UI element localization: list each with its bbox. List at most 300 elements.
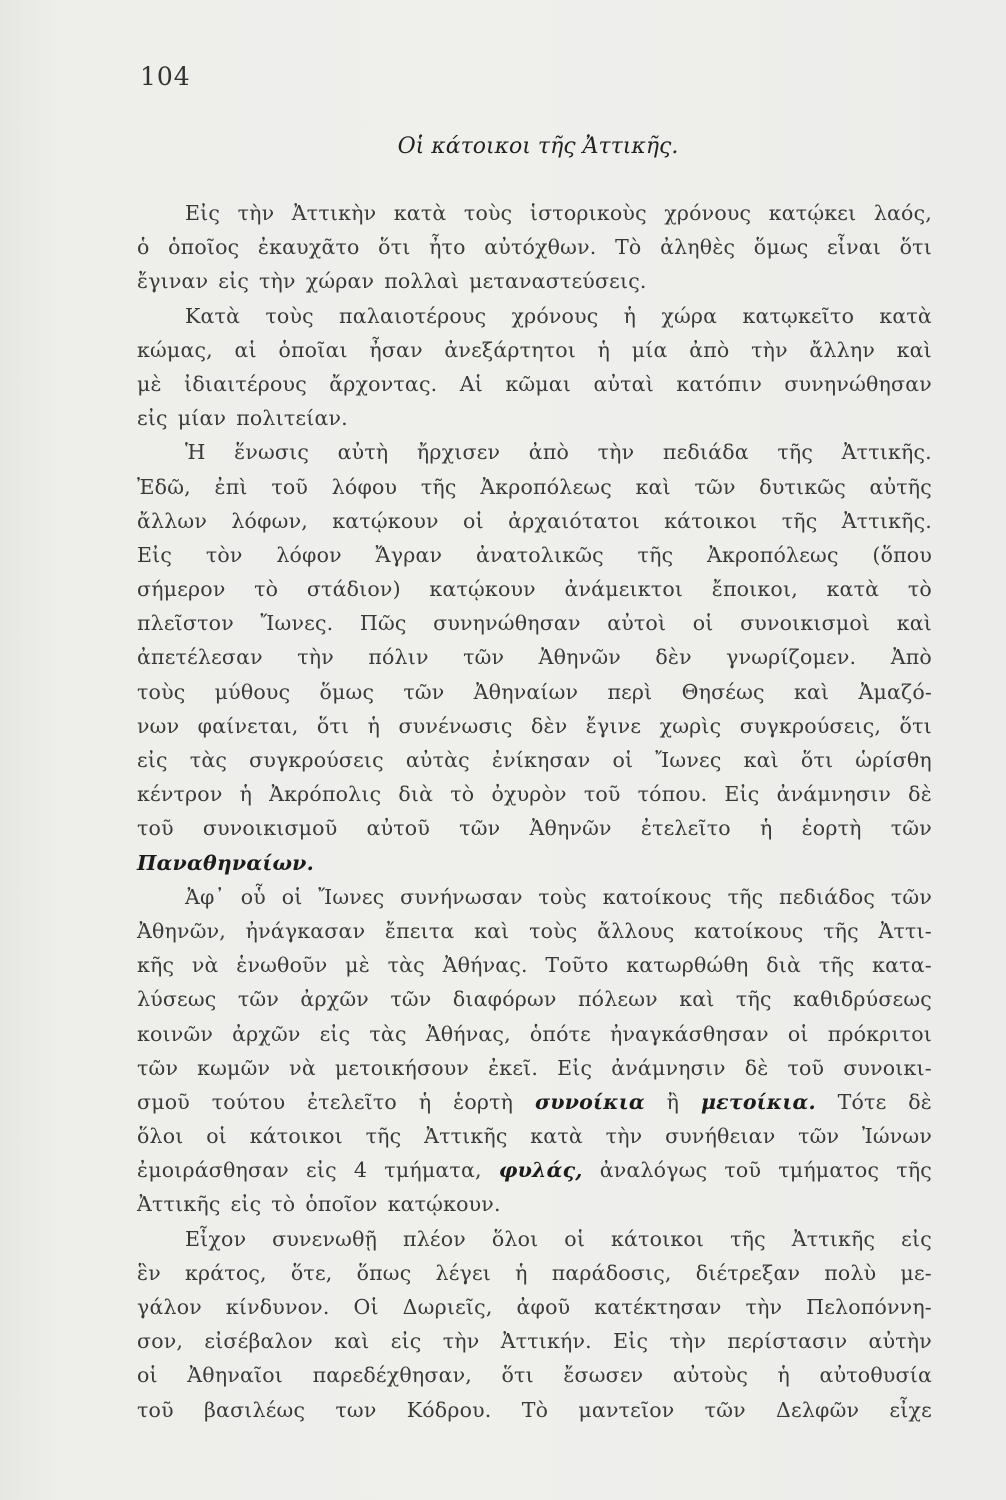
word: ἕνωσις: [234, 440, 310, 465]
word: εἶναι: [827, 235, 882, 260]
word: κατῴκουν: [429, 577, 536, 602]
text-line: [137, 230, 932, 264]
text-line: [137, 504, 932, 538]
word: Τὸ: [521, 1397, 549, 1422]
word: οἱ: [206, 1124, 228, 1149]
word: ἀνεξάρτητοι: [444, 337, 577, 362]
word: συνηνώθησαν: [433, 611, 581, 636]
word: Τὸ: [615, 235, 642, 260]
word: κάτοικοι: [249, 1124, 343, 1149]
word: Ἀπὸ: [890, 645, 932, 670]
word: κατὰ: [393, 201, 447, 225]
word: αὐταὶ: [593, 371, 654, 396]
word: τὴν: [442, 1329, 480, 1354]
word: ὅμως: [319, 679, 375, 704]
word: Εἰς: [557, 1055, 593, 1080]
word: ἀπὸ: [689, 337, 730, 362]
word: ἡ: [515, 1260, 528, 1285]
word: Ἴωνες: [655, 748, 722, 772]
word: Αἱ: [459, 371, 483, 396]
word: κατὰ: [826, 577, 880, 602]
word: ὅτι: [501, 1363, 534, 1388]
word: τὰς: [387, 953, 425, 978]
word: κωμῶν: [197, 1055, 271, 1080]
word: τοὺς: [463, 201, 513, 225]
word: συνένωσις: [398, 713, 513, 738]
text-line: [137, 435, 932, 469]
word: ἓν: [137, 1260, 161, 1285]
word: μετοικήσουν: [334, 1055, 470, 1080]
word: κατοίκους: [602, 884, 712, 909]
word: μὲ: [345, 953, 370, 978]
word: ἑορτὴ: [801, 816, 862, 841]
word: μὲ: [137, 371, 162, 396]
word: τοὺς: [529, 918, 578, 943]
word: Ἀττικῆς.: [841, 508, 932, 533]
word: κράτος,: [184, 1260, 267, 1285]
word: οἱ: [612, 748, 634, 772]
text-line: [137, 572, 932, 606]
word: λαός,: [873, 201, 932, 225]
word: τμήματος: [778, 1158, 880, 1183]
word: ἐπὶ: [214, 474, 248, 499]
word: Ἀθηνῶν: [529, 816, 612, 841]
bold-term: μετοίκια.: [700, 1089, 816, 1114]
word: συνήθειαν: [665, 1124, 776, 1149]
word: ἡ: [418, 1089, 432, 1114]
word: ἀληθὲς: [660, 235, 736, 260]
word: χρόνους: [664, 201, 752, 225]
word: φαίνεται,: [197, 713, 299, 738]
word: ἰδιαιτέρους: [184, 371, 307, 396]
word: λέγει: [435, 1260, 492, 1285]
word: 4: [353, 1158, 368, 1183]
word: κάτοικοι: [610, 1226, 705, 1251]
word: Ἀθήνας,: [425, 1021, 511, 1046]
word: ὁποῖον: [305, 1192, 378, 1217]
word: συνοικισμοῦ: [202, 816, 338, 841]
word: ὅλοι: [137, 1124, 184, 1149]
word: δὲ: [744, 1055, 769, 1080]
word: εἰς: [218, 269, 250, 294]
word: τὴν: [669, 1329, 707, 1354]
word: γνωρίζομεν.: [726, 645, 857, 670]
word: σήμερον: [137, 577, 226, 602]
word: ἦσαν: [369, 337, 423, 362]
word: των: [335, 1397, 377, 1422]
word: τόπου.: [637, 782, 708, 807]
word: πλεῖστον: [137, 611, 234, 636]
word: αὐτοὺς: [672, 1363, 749, 1388]
word: εἰς: [137, 406, 168, 431]
text-line: [137, 675, 932, 709]
word: ὅμως: [753, 235, 809, 260]
word: ἔπειτα: [384, 918, 455, 943]
text-line: [137, 777, 932, 811]
word: πόλεων: [578, 987, 658, 1012]
word: Τότε: [837, 1089, 887, 1114]
word: ἠναγκάσθησαν: [610, 1021, 769, 1046]
word: τῶν: [137, 1055, 179, 1080]
text-line: [137, 1358, 932, 1392]
text-line: [137, 846, 932, 880]
word: κατῴκουν: [332, 508, 439, 533]
word: οἱ: [787, 1021, 809, 1046]
word: τὴν: [297, 645, 334, 670]
text-line: [137, 1017, 932, 1051]
word: πολιτείαν.: [236, 406, 348, 431]
text-line: [137, 982, 932, 1016]
word: ὅπως: [356, 1260, 412, 1285]
word: μύθους: [214, 679, 291, 704]
word: τὴν: [237, 201, 275, 225]
word: αὐτὴ: [337, 440, 389, 465]
word: συνηνώθησαν: [784, 371, 932, 396]
word: τοὺς: [538, 884, 587, 909]
word: τῶν: [459, 816, 501, 841]
word: ἀρχῶν: [232, 1021, 301, 1046]
word: πλέον: [403, 1226, 466, 1251]
word: τῶν: [390, 987, 432, 1012]
word: τὰς: [189, 748, 228, 772]
word: Ἡ: [185, 440, 206, 465]
word: ἀνάμνησιν: [776, 782, 892, 807]
word: ἀρχῶν: [300, 987, 369, 1012]
word: Ἀττικῆς: [791, 1226, 876, 1251]
text-line: [137, 367, 932, 401]
text-line: [137, 401, 932, 435]
word: νὰ: [289, 1055, 316, 1080]
word: λόφον: [276, 542, 342, 567]
word: ὁποῖος: [168, 235, 240, 260]
word: τὸ: [450, 782, 475, 807]
word: ἄλλων: [137, 508, 208, 533]
bold-term: συνοίκια: [534, 1089, 645, 1114]
word: ὅτι: [800, 748, 834, 772]
word: τοῦ: [271, 474, 309, 499]
word: Ἰώνων: [861, 1124, 932, 1149]
word: ὅτε,: [290, 1260, 333, 1285]
word: ἐνίκησαν: [491, 748, 591, 772]
word: Ἀττι-: [878, 918, 932, 943]
word: Θησέως: [681, 679, 765, 704]
word: σον,: [137, 1329, 184, 1354]
word: λόφων,: [231, 508, 308, 533]
text-line: [137, 1256, 932, 1290]
word: τῶν: [403, 679, 445, 704]
word: ἀνατολικῶς: [475, 542, 604, 567]
word: ἡ: [759, 816, 773, 841]
word: Ἀττικῆς: [137, 1192, 221, 1217]
word: διαφόρων: [452, 987, 557, 1012]
word: Εἰς: [185, 201, 221, 225]
word: λόφου: [331, 474, 398, 499]
word: τῆς: [777, 440, 814, 465]
word: συνήνωσαν: [400, 884, 523, 909]
word: Πῶς: [359, 611, 407, 636]
word: τοὺς: [137, 679, 186, 704]
word: ὁπότε: [529, 1021, 591, 1046]
word: ὅτι: [378, 235, 411, 260]
word: περίστασιν: [727, 1329, 848, 1354]
word: αὐτῆς: [869, 474, 932, 499]
word: ἦτο: [429, 235, 466, 260]
text-line: [137, 606, 932, 640]
word: πολὺ: [824, 1260, 877, 1285]
word: ὅλοι: [491, 1226, 539, 1251]
word: Ἀθήνας.: [442, 953, 528, 978]
word: ἱστορικοὺς: [529, 201, 647, 225]
word: Κόδρου.: [406, 1397, 492, 1422]
word: συνοικισμοὶ: [740, 611, 871, 636]
word: παλαιοτέρους: [339, 303, 487, 328]
word: τοῦ: [787, 1055, 825, 1080]
word: Δελφῶν: [776, 1397, 860, 1422]
word: αἱ: [234, 337, 257, 362]
word: καὶ: [896, 611, 932, 636]
word: Ἀθηναῖοι: [187, 1363, 284, 1388]
word: συνενωθῇ: [272, 1226, 378, 1251]
word: πρόκριτοι: [827, 1021, 932, 1046]
word: καὶ: [334, 1329, 370, 1354]
word: ἐτελεῖτο: [640, 816, 731, 841]
word: εἰσέβαλον: [204, 1329, 313, 1354]
word: με-: [900, 1260, 932, 1285]
text-line: [137, 1290, 932, 1324]
word: ἐμοιράσθησαν: [137, 1158, 289, 1183]
word: Οἱ: [353, 1295, 379, 1319]
word: οἱ: [564, 1226, 586, 1251]
text-line: [137, 1153, 932, 1187]
word: μεταναστεύσεις.: [469, 269, 647, 294]
word: τὰς: [369, 1021, 407, 1046]
word: διὰ: [398, 782, 434, 807]
word: ἔποικοι,: [711, 577, 798, 602]
word: ἀρχαιότατοι: [508, 508, 640, 533]
word: γάλον: [137, 1295, 202, 1319]
word: ὀχυρὸν: [491, 782, 567, 807]
word: Ἐδῶ,: [137, 474, 191, 499]
word: ἐτελεῖτο: [307, 1089, 397, 1114]
word: κατοίκους: [694, 918, 804, 943]
word: κοινῶν: [137, 1021, 214, 1046]
word: Ἀττικήν.: [500, 1329, 592, 1354]
word: ἠνάγκασαν: [245, 918, 366, 943]
word: ἀπὸ: [528, 440, 570, 465]
word: ἔγινε: [585, 713, 642, 738]
word: κατῴκουν.: [387, 1192, 501, 1217]
body-text: [137, 196, 932, 1427]
word: τὴν: [751, 337, 788, 362]
word: τὸ: [907, 577, 932, 602]
word: κώμας,: [137, 337, 213, 362]
word: Εἰς: [137, 542, 173, 567]
word: ἐκεῖ.: [488, 1055, 539, 1080]
word: τὴν: [605, 1124, 643, 1149]
word: ὡρίσθη: [855, 748, 932, 772]
word: εἰς: [230, 1192, 262, 1217]
word: τῆς: [420, 474, 457, 499]
word: ἀναλόγως: [599, 1158, 708, 1183]
word: ἤρχισεν: [416, 440, 501, 465]
word: ἀνάμνησιν: [611, 1055, 726, 1080]
word: τὴν: [745, 1295, 783, 1319]
word: κῶμαι: [505, 371, 572, 396]
section-title: Οἱ κάτοικοι τῆς Ἀττικῆς.: [397, 134, 679, 159]
word: Ἀθηναίων: [473, 679, 579, 704]
word: διέτρεξαν: [695, 1260, 801, 1285]
word: κατὰ: [530, 1124, 583, 1149]
word: τῆς: [365, 1124, 402, 1149]
word: σμοῦ: [137, 1089, 190, 1114]
text-line: [137, 743, 932, 777]
text-line: [137, 1324, 932, 1358]
text-line: [137, 811, 932, 845]
word: τὸ: [254, 577, 279, 602]
word: δὲν: [530, 713, 568, 738]
text-line: [137, 640, 932, 674]
word: κατόπιν: [676, 371, 763, 396]
word: τοῦ: [137, 1397, 174, 1422]
word: νων: [137, 713, 180, 738]
word: συγκρούσεις: [249, 748, 384, 772]
word: παράδοσις,: [551, 1260, 672, 1285]
bold-term: Παναθηναίων.: [137, 850, 314, 875]
text-line: [137, 538, 932, 572]
word: ὁ: [137, 235, 150, 260]
word: τῆς: [896, 1158, 932, 1183]
text-line: [137, 880, 932, 914]
word: τῶν: [890, 884, 932, 909]
word: τῆς: [735, 987, 772, 1012]
word: κατῴκει: [768, 201, 857, 225]
text-line: [137, 1119, 932, 1153]
text-line: [137, 948, 932, 982]
word: τῆς: [818, 953, 855, 978]
word: ἔσωσεν: [563, 1363, 644, 1388]
word: δὲ: [908, 1089, 932, 1114]
word: δὲ: [908, 782, 932, 807]
word: αὐτόχθων.: [484, 235, 597, 260]
word: Πελοπόννη-: [806, 1295, 932, 1319]
word: διὰ: [766, 953, 802, 978]
word: κατέκτησαν: [594, 1295, 722, 1319]
text-line: [137, 1085, 932, 1119]
word: Ἀθηνῶν: [538, 645, 621, 670]
word: τῆς: [730, 1226, 766, 1251]
word: ἑνωθοῦν: [236, 953, 328, 978]
word: αὐτὴν: [868, 1329, 932, 1354]
word: οἱ: [692, 611, 714, 636]
word: Ἀττικῆς.: [841, 440, 932, 465]
word: καὶ: [793, 679, 830, 704]
word: ὅτι: [899, 235, 932, 260]
word: χρόνους: [511, 303, 599, 328]
text-line: [137, 1051, 932, 1085]
word: Ἀκροπόλεως: [707, 542, 839, 567]
word: δυτικῶς: [759, 474, 846, 499]
word: χώραν: [305, 269, 375, 294]
word: καὶ: [635, 474, 671, 499]
word: ἢ: [666, 1089, 680, 1114]
word: τὸ: [271, 1192, 296, 1217]
word: τοῦ: [137, 816, 174, 841]
word: Ἀκροπόλεως: [480, 474, 612, 499]
word: Εἰς: [724, 782, 760, 807]
word: ἀπετέλεσαν: [137, 645, 263, 670]
word: κίνδυνον.: [225, 1295, 330, 1319]
word: χώρα: [661, 303, 718, 328]
word: τῆς: [823, 918, 859, 943]
word: εἰς: [137, 748, 168, 772]
word: εἰς: [319, 1021, 351, 1046]
word: αὐτοὶ: [607, 611, 667, 636]
word: τῶν: [704, 1397, 746, 1422]
word: αὐτοθυσία: [819, 1363, 932, 1388]
word: Ἴωνες.: [260, 611, 334, 636]
word: τῆς: [727, 884, 764, 909]
word: βασιλέως: [203, 1397, 306, 1422]
word: Ἀττικὴν: [291, 201, 377, 225]
text-line: [137, 470, 932, 504]
word: οἱ: [137, 1363, 158, 1388]
text-line: [137, 914, 932, 948]
word: τὴν: [597, 440, 635, 465]
word: ἡ: [597, 337, 611, 362]
bold-term: φυλάς,: [498, 1158, 583, 1183]
word: κατωρθώθη: [626, 953, 749, 978]
word: τὴν: [259, 269, 296, 294]
word: τοὺς: [265, 303, 314, 328]
word: τὸν: [205, 542, 243, 567]
page-number: 104: [140, 62, 191, 91]
word: καθιδρύσεως: [793, 987, 932, 1012]
word: τμήματα,: [384, 1158, 482, 1183]
word: Ἀθηνῶν,: [137, 918, 226, 943]
word: ἑορτὴ: [453, 1089, 514, 1114]
text-line: [137, 1187, 932, 1221]
word: ἔγιναν: [137, 269, 209, 294]
word: οἱ: [281, 884, 303, 909]
word: Ἀκρόπολις: [269, 782, 382, 807]
text-line: [137, 196, 932, 230]
word: ἡ: [623, 303, 637, 328]
word: καὶ: [474, 918, 510, 943]
word: τῶν: [694, 474, 736, 499]
text-line: [137, 709, 932, 743]
word: συνοικι-: [843, 1055, 932, 1080]
word: Ἀμαζό-: [858, 679, 932, 704]
word: στάδιον): [306, 577, 401, 602]
word: μίαν: [177, 406, 227, 431]
word: τοῦ: [724, 1158, 762, 1183]
word: μαντεῖον: [578, 1397, 675, 1422]
word: περὶ: [607, 679, 653, 704]
word: οὗ: [240, 884, 266, 909]
word: κάτοικοι: [664, 508, 758, 533]
word: ἐκαυχᾶτο: [257, 235, 360, 260]
word: καὶ: [896, 337, 932, 362]
word: τῆς: [781, 508, 818, 533]
word: Τοῦτο: [545, 953, 609, 978]
word: ἀνάμεικτοι: [564, 577, 684, 602]
text-line: [137, 333, 932, 367]
word: παρεδέχθησαν,: [312, 1363, 472, 1388]
text-line: [137, 264, 932, 298]
word: Ἄγραν: [375, 542, 443, 567]
text-line: [137, 1393, 932, 1427]
word: τῶν: [237, 987, 279, 1012]
